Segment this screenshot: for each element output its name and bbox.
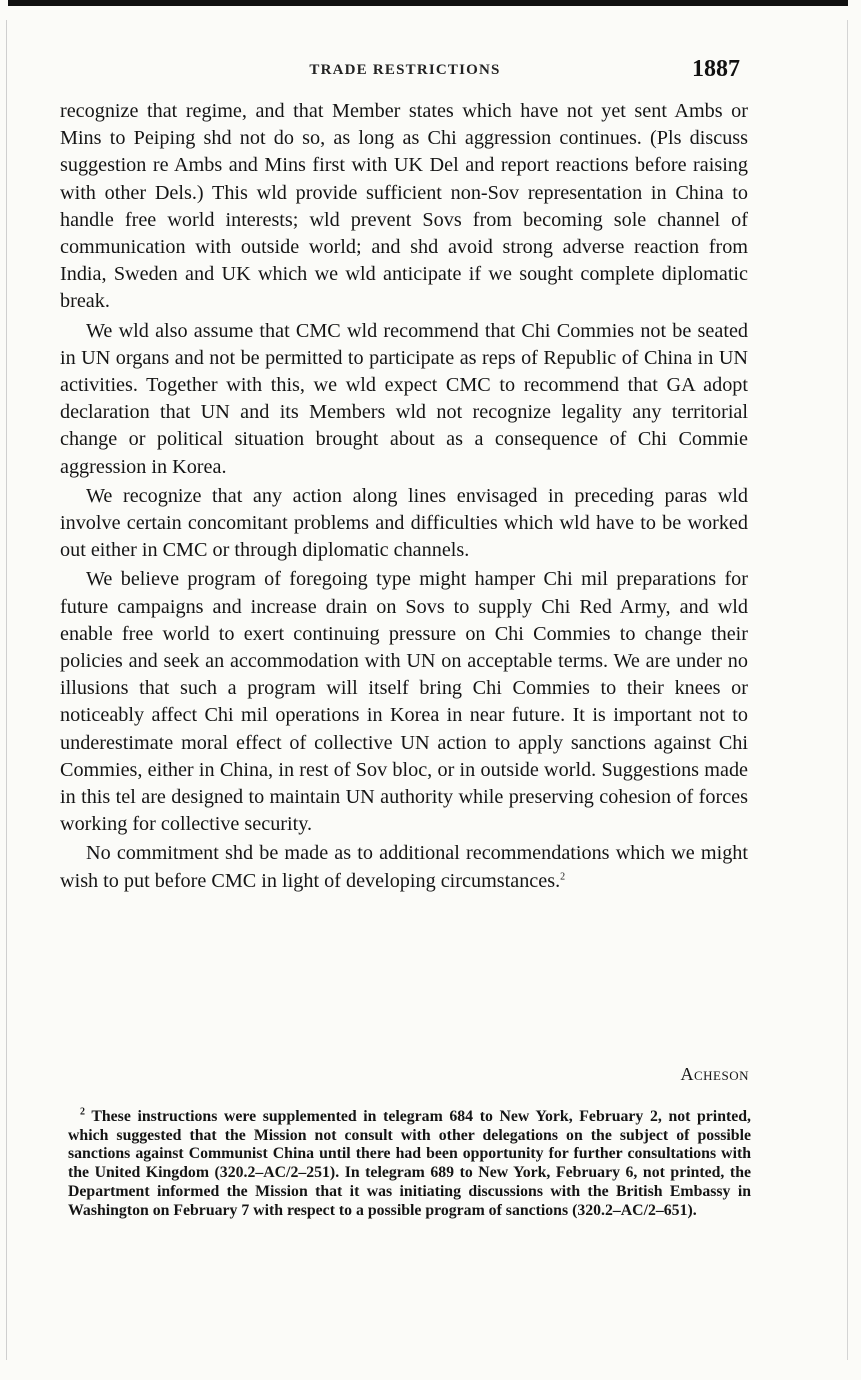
- footnote-marker: 2: [80, 1106, 85, 1118]
- paragraph-1: recognize that regime, and that Member states which have not yet sent Ambs or Mins to Peiping shd not do so, as long as Chi aggression continues. (Pls discuss suggestion re Ambs and Mins first with UK Del and report reactions before raising with other Dels.) This wld provide sufficient non-Sov representation in China to handle free world interests; wld prevent Sovs from becoming sole channel of communication with outside world; and shd avoid strong adverse reaction from India, Sweden and UK which we wld anticipate if we sought complete diplomatic break.: [60, 100, 748, 313]
- signature: Acheson: [680, 1064, 749, 1084]
- running-title: TRADE RESTRICTIONS: [309, 62, 501, 78]
- footnote-reference: 2: [560, 870, 566, 882]
- left-page-edge: [6, 20, 7, 1360]
- paragraph-5-text: No commitment shd be made as to additional recommendations which we might wish to put before CMC in light of developing circumstances.: [60, 842, 748, 892]
- page-number: 1887: [692, 56, 740, 82]
- running-head: [60, 56, 750, 84]
- right-page-edge: [847, 20, 848, 1360]
- footnote: [68, 1108, 751, 1220]
- paragraph-3: We recognize that any action along lines envisaged in preceding paras wld involve certain concomitant problems and difficulties which wld have to be worked out either in CMC or through diplomatic channels.: [60, 484, 748, 562]
- footnote-text: These instructions were supplemented in telegram 684 to New York, February 2, not printed, which suggested that the Mission not consult with other delegations on the subject of possible sanctions against Communist China until there had been opportunity for further consultations with the United Kingdom (320.2–AC/2–251). In telegram 689 to New York, February 6, not printed, the Department informed the Mission that it was initiating discussions with the British Embassy in Washington on February 7 with respect to a possible program of sanctions (320.2–AC/2–651).: [68, 1108, 751, 1219]
- paragraph-2: We wld also assume that CMC wld recommend that Chi Commies not be seated in UN organs and not be permitted to participate as reps of Republic of China in UN activities. Together with this, we wld expect CMC to recommend that GA adopt declaration that UN and its Members wld not recognize legality any territorial change or political situation brought about as a consequence of Chi Commie aggression in Korea.: [60, 319, 748, 478]
- top-page-edge: [8, 0, 848, 6]
- body-text: [60, 98, 748, 895]
- paragraph-5: [60, 840, 748, 894]
- paragraph-4: We believe program of foregoing type might hamper Chi mil preparations for future campaigns and increase drain on Sovs to supply Chi Red Army, and wld enable free world to exert continuing pressure on Chi Commies to change their policies and seek an accommodation with UN on acceptable terms. We are under no illusions that such a program will itself bring Chi Commies to their knees or noticeably affect Chi mil operations in Korea in near future. It is important not to underestimate moral effect of collective UN action to apply sanctions against Chi Commies, either in China, in rest of Sov bloc, or in outside world. Suggestions made in this tel are designed to maintain UN authority while preserving cohesion of forces working for collective security.: [60, 568, 748, 836]
